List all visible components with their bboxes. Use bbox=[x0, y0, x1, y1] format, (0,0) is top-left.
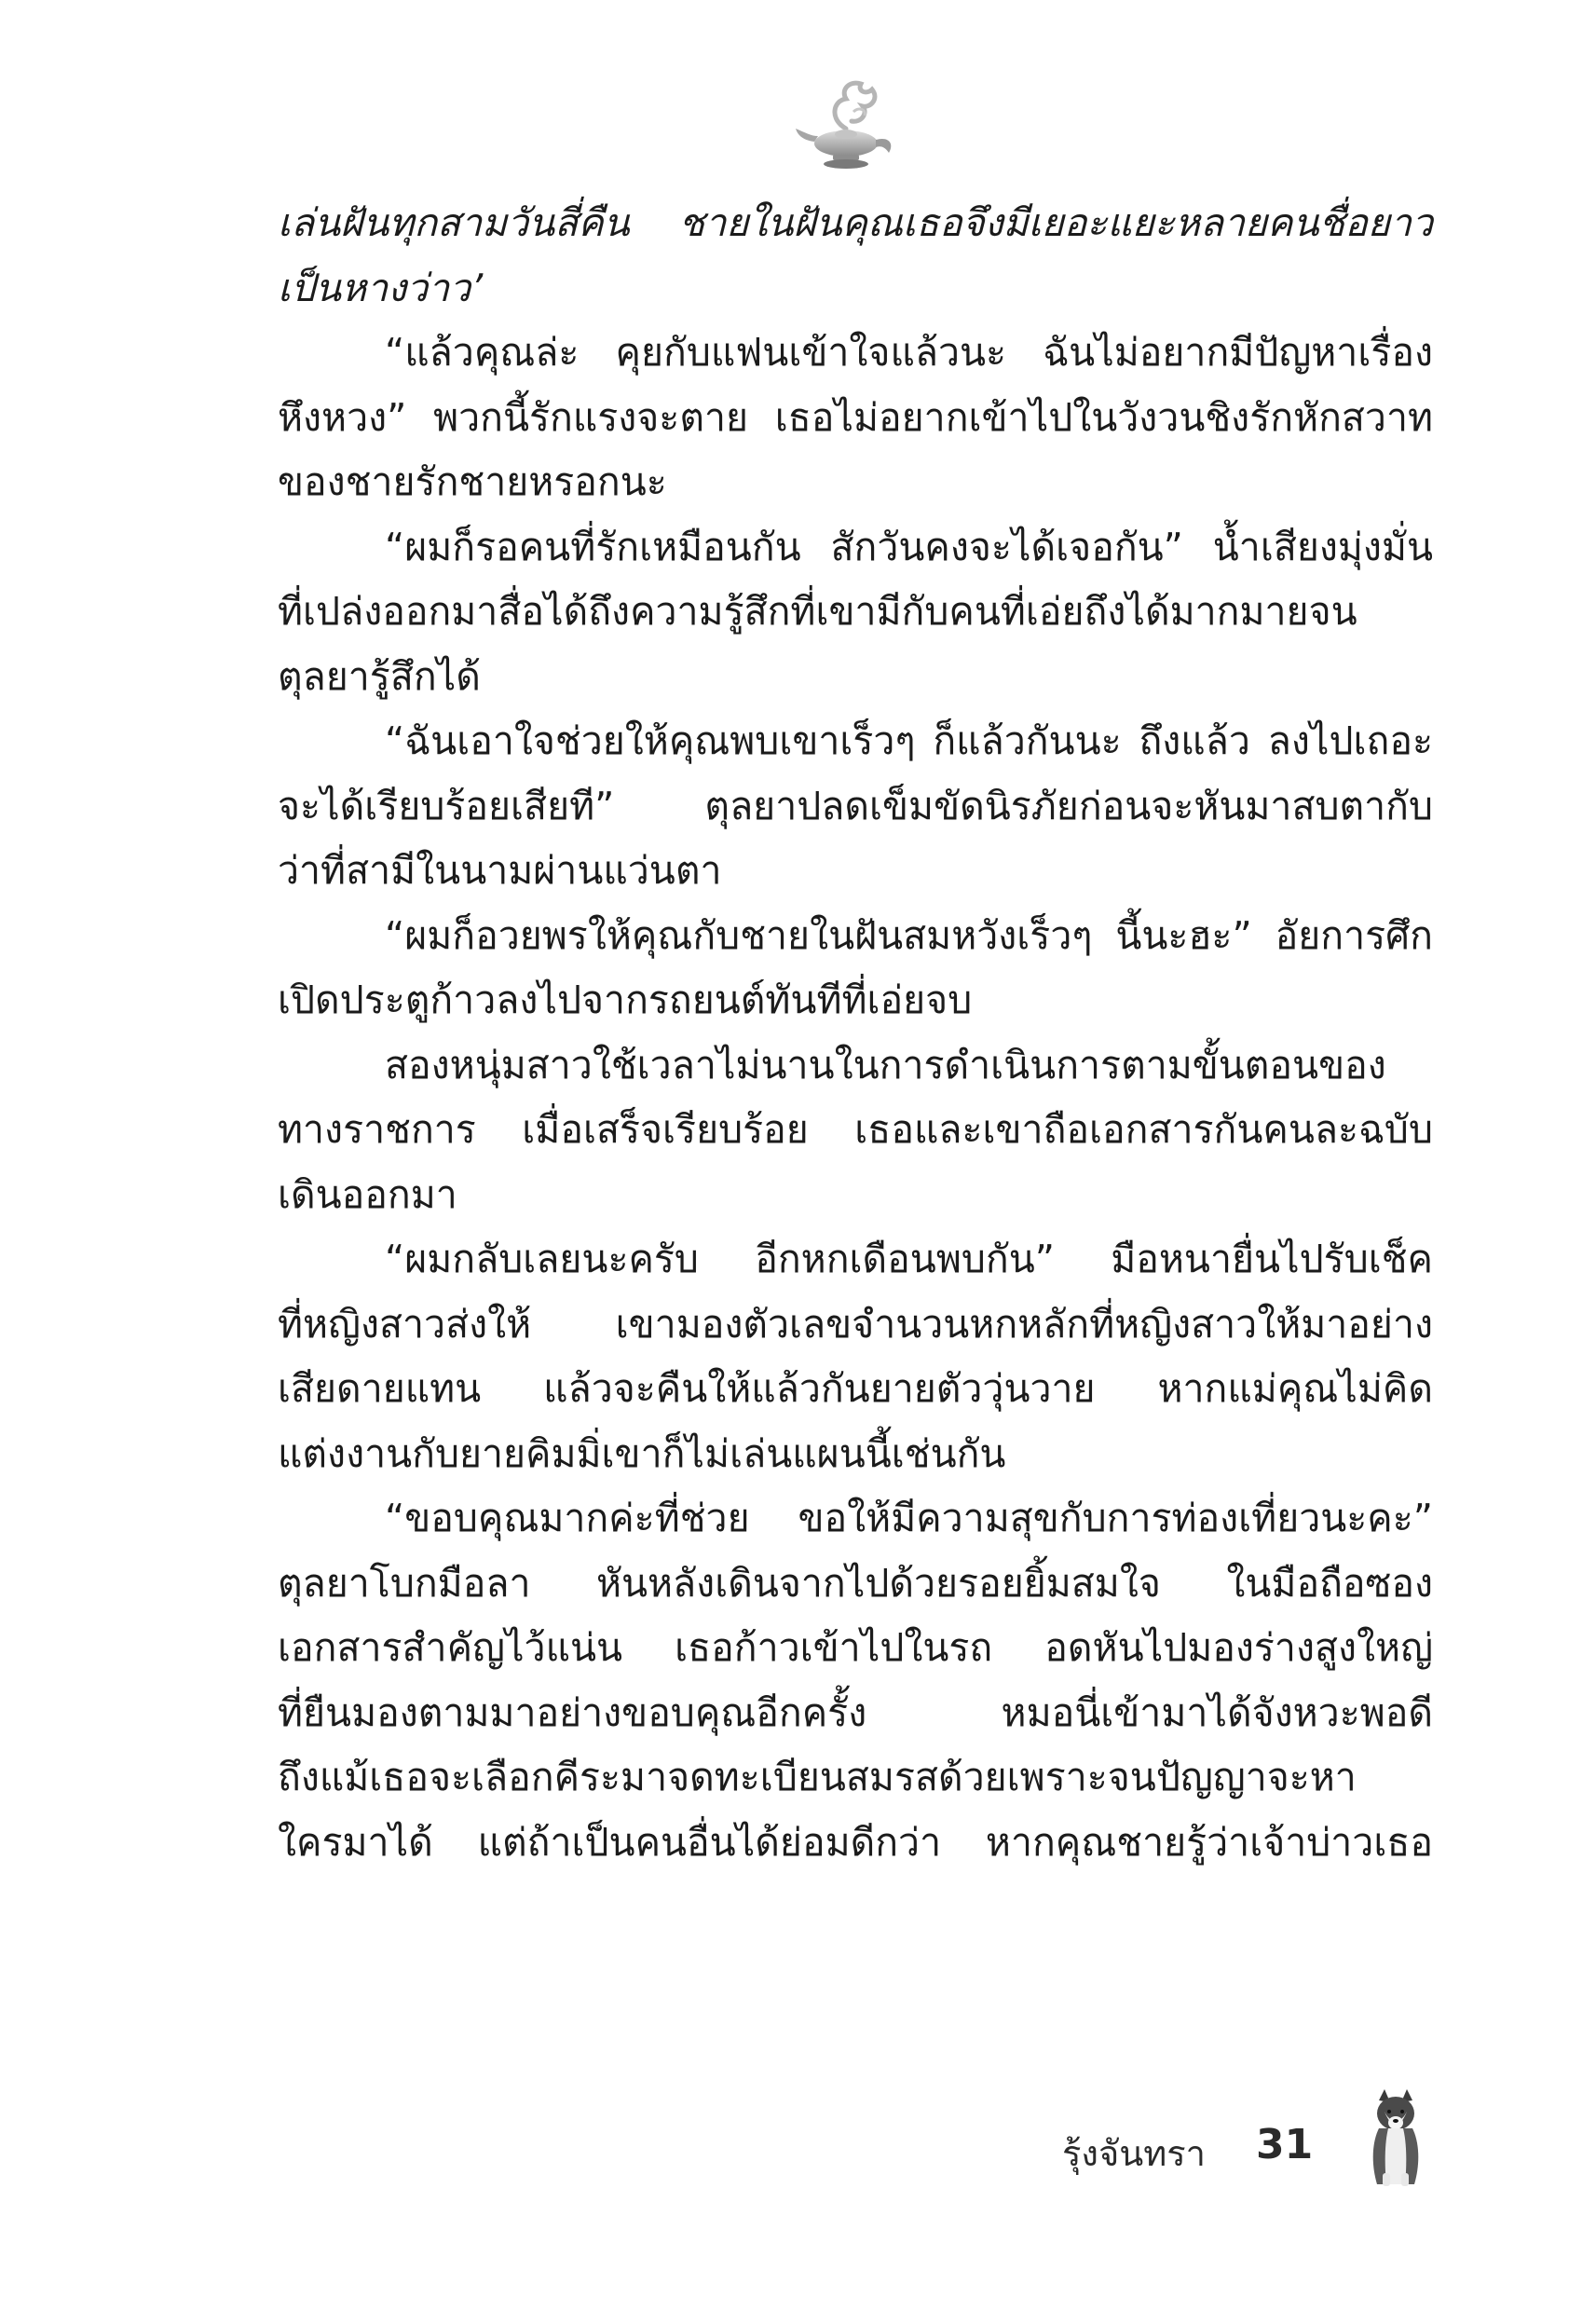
text-line: เปิดประตูก้าวลงไปจากรถยนต์ทันทีที่เอ่ยจบ bbox=[278, 978, 973, 1022]
text-line: เสียดายแทน แล้วจะคืนให้แล้วกันยายตัววุ่นวาย หากแม่คุณไม่คิด bbox=[278, 1366, 1433, 1411]
page-footer bbox=[1062, 2087, 1435, 2190]
text-line: ตุลยาโบกมือลา หันหลังเดินจากไปด้วยรอยยิ้มสมใจ ในมือถือซอง bbox=[278, 1560, 1433, 1606]
text-line: เป็นหางว่าว’ bbox=[278, 265, 484, 310]
text-line: ที่เปล่งออกมาสื่อได้ถึงความรู้สึกที่เขามีกับคนที่เอ่ยถึงได้มากมายจน bbox=[278, 589, 1357, 634]
text-line: หึงหวง” พวกนี้รักแรงจะตาย เธอไม่อยากเข้าไปในวังวนชิงรักหักสวาท bbox=[278, 394, 1433, 440]
text-line: ถึงแม้เธอจะเลือกคีระมาจดทะเบียนสมรสด้วยเพราะจนปัญญาจะหา bbox=[278, 1755, 1357, 1799]
text-line: จะได้เรียบร้อยเสียที” ตุลยาปลดเข็มขัดนิรภัยก่อนจะหันมาสบตากับ bbox=[278, 783, 1433, 828]
text-line: เดินออกมา bbox=[278, 1171, 457, 1217]
text-line: ว่าที่สามีในนามผ่านแว่นตา bbox=[278, 848, 722, 893]
text-line: ใครมาได้ แต่ถ้าเป็นคนอื่นได้ย่อมดีกว่า หากคุณชายรู้ว่าเจ้าบ่าวเธอ bbox=[278, 1819, 1433, 1865]
text-line: “ขอบคุณมากค่ะที่ช่วย ขอให้มีความสุขกับการท่องเที่ยวนะคะ” bbox=[385, 1496, 1433, 1540]
text-line: ตุลยารู้สึกได้ bbox=[278, 653, 481, 699]
text-line: ทางราชการ เมื่อเสร็จเรียบร้อย เธอและเขาถือเอกสารกันคนละฉบับ bbox=[278, 1107, 1433, 1152]
text-line: ที่หญิงสาวส่งให้ เขามองตัวเลขจำนวนหกหลักที่หญิงสาวให้มาอย่าง bbox=[278, 1301, 1433, 1347]
husky-dog-icon bbox=[1358, 2087, 1433, 2188]
text-line: “ผมก็อวยพรให้คุณกับชายในฝันสมหวังเร็วๆ นี้นะฮะ” อัยการศึก bbox=[385, 912, 1433, 958]
text-line: “แล้วคุณล่ะ คุยกับแฟนเข้าใจแล้วนะ ฉันไม่อยากมีปัญหาเรื่อง bbox=[385, 330, 1433, 375]
text-line: สองหนุ่มสาวใช้เวลาไม่นานในการดำเนินการตามขั้นตอนของ bbox=[385, 1042, 1386, 1087]
text-line: แต่งงานกับยายคิมมิ่เขาก็ไม่เล่นแผนนี้เช่นกัน bbox=[278, 1430, 1006, 1476]
page-number: 31 bbox=[1256, 2121, 1314, 2168]
author-name: รุ้งจันทรา bbox=[1062, 2133, 1207, 2174]
magic-lamp-icon bbox=[792, 75, 904, 177]
text-line: ที่ยืนมองตามมาอย่างขอบคุณอีกครั้ง หมอนี่เข้ามาได้จังหวะพอดี bbox=[278, 1689, 1433, 1735]
text-line: “ผมก็รอคนที่รักเหมือนกัน สักวันคงจะได้เจอกัน” น้ำเสียงมุ่งมั่น bbox=[385, 524, 1433, 569]
text-line: เอกสารสำคัญไว้แน่น เธอก้าวเข้าไปในรถ อดหันไปมองร่างสูงใหญ่ bbox=[278, 1625, 1433, 1670]
text-line: เล่นฝันทุกสามวันสี่คืน ชายในฝันคุณเธอจึงมีเยอะแยะหลายคนชื่อยาว bbox=[278, 200, 1433, 245]
page-body bbox=[278, 191, 1433, 1875]
text-line: “ผมกลับเลยนะครับ อีกหกเดือนพบกัน” มือหนายื่นไปรับเช็ค bbox=[385, 1237, 1433, 1281]
text-line: “ฉันเอาใจช่วยให้คุณพบเขาเร็วๆ ก็แล้วกันนะ ถึงแล้ว ลงไปเถอะ bbox=[385, 718, 1433, 763]
text-line: ของชายรักชายหรอกนะ bbox=[278, 459, 667, 504]
